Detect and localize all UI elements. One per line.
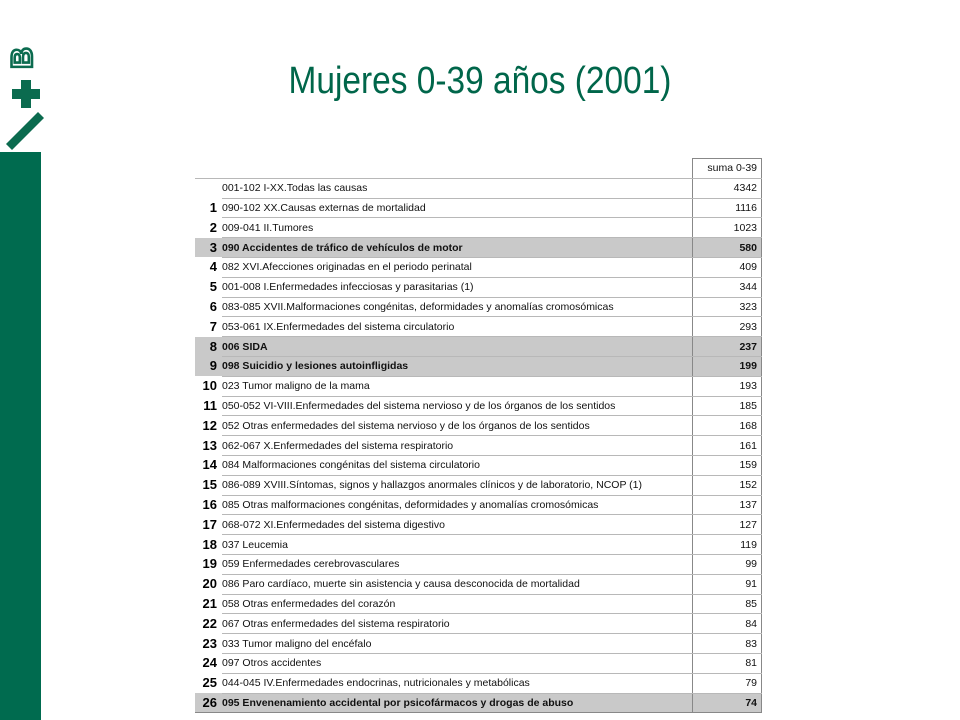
cause-label: 033 Tumor maligno del encéfalo: [222, 634, 693, 654]
table-row: [195, 396, 762, 416]
cause-value: 4342: [693, 178, 762, 198]
rank-number: 1: [209, 199, 217, 215]
cause-value: 99: [693, 554, 762, 574]
table-row: [195, 574, 762, 594]
logo-plus-horizontal: [12, 89, 40, 99]
table-header-row: [195, 159, 762, 179]
table-row: [195, 238, 762, 258]
cause-value: 85: [693, 594, 762, 614]
table-row: [195, 297, 762, 317]
rank-number: 23: [202, 635, 217, 651]
logo-slash: [6, 112, 44, 150]
rank-number: 9: [195, 356, 222, 376]
table-row: [195, 277, 762, 297]
cause-label: 082 XVI.Afecciones originadas en el periodo perinatal: [222, 257, 693, 277]
table-row: [195, 218, 762, 238]
label-cell: [222, 159, 693, 179]
cause-value: 127: [693, 515, 762, 535]
cause-value: 1116: [693, 198, 762, 218]
cause-value: 137: [693, 495, 762, 515]
cause-value: 161: [693, 436, 762, 456]
table-row: [195, 693, 762, 713]
cause-label: 083-085 XVII.Malformaciones congénitas, deformidades y anomalías cromosómicas: [222, 297, 693, 317]
rank-number: 12: [202, 417, 217, 433]
column-header: suma 0-39: [693, 159, 762, 179]
cause-label: 095 Envenenamiento accidental por psicofármacos y drogas de abuso: [222, 693, 693, 713]
cause-label: 084 Malformaciones congénitas del sistema circulatorio: [222, 455, 693, 475]
cause-label: 053-061 IX.Enfermedades del sistema circulatorio: [222, 317, 693, 337]
rank-number: 16: [202, 496, 217, 512]
table-row: [195, 515, 762, 535]
table-row: [195, 634, 762, 654]
cause-label: 001-008 I.Enfermedades infecciosas y parasitarias (1): [222, 277, 693, 297]
rank-number: 19: [202, 556, 217, 572]
cause-label: 058 Otras enfermedades del corazón: [222, 594, 693, 614]
rank-number: 21: [202, 595, 217, 611]
cause-value: 323: [693, 297, 762, 317]
cause-label: 098 Suicidio y lesiones autoinfligidas: [222, 356, 693, 376]
rank-number: 24: [202, 655, 217, 671]
cause-label: 050-052 VI-VIII.Enfermedades del sistema nervioso y de los órganos de los sentidos: [222, 396, 693, 416]
table-row: [195, 436, 762, 456]
rank-number: 5: [209, 279, 217, 295]
cause-label: 062-067 X.Enfermedades del sistema respiratorio: [222, 436, 693, 456]
rank-number: 3: [195, 238, 222, 258]
cause-label: 023 Tumor maligno de la mama: [222, 376, 693, 396]
cause-label: 009-041 II.Tumores: [222, 218, 693, 238]
table-row: [195, 554, 762, 574]
green-sidebar-bar: [0, 152, 41, 720]
cause-label: 037 Leucemia: [222, 535, 693, 555]
cause-value: 237: [693, 337, 762, 357]
rank-number: 25: [202, 675, 217, 691]
cause-value: 74: [693, 693, 762, 713]
table-row: [195, 475, 762, 495]
cause-label: 067 Otras enfermedades del sistema respiratorio: [222, 614, 693, 634]
table-row: [195, 416, 762, 436]
cause-value: 1023: [693, 218, 762, 238]
cause-value: 199: [693, 356, 762, 376]
table-row: [195, 614, 762, 634]
rank-number: 18: [202, 536, 217, 552]
table-row: [195, 317, 762, 337]
page-title: Mujeres 0-39 años (2001): [288, 60, 672, 102]
cause-value: 168: [693, 416, 762, 436]
table-total-row: [195, 178, 762, 198]
rank-number: 10: [202, 378, 217, 394]
cause-value: 159: [693, 455, 762, 475]
cause-label: 068-072 XI.Enfermedades del sistema digestivo: [222, 515, 693, 535]
logo-icon: [4, 40, 48, 152]
mortality-table: [195, 158, 762, 713]
cause-label: 059 Enfermedades cerebrovasculares: [222, 554, 693, 574]
rank-cell: [195, 159, 222, 179]
cause-value: 152: [693, 475, 762, 495]
table-row: [195, 198, 762, 218]
table-row: [195, 594, 762, 614]
cause-value: 119: [693, 535, 762, 555]
rank-number: 20: [202, 576, 217, 592]
rank-number: 4: [209, 259, 217, 275]
rank-number: 26: [195, 693, 222, 713]
cause-label: 052 Otras enfermedades del sistema nervioso y de los órganos de los sentidos: [222, 416, 693, 436]
cause-label: 086-089 XVIII.Síntomas, signos y hallazgos anormales clínicos y de laboratorio, NCOP (1): [222, 475, 693, 495]
rank-number: 15: [202, 477, 217, 493]
table-row: [195, 495, 762, 515]
table-row: [195, 356, 762, 376]
cause-value: 193: [693, 376, 762, 396]
cause-label: 001-102 I-XX.Todas las causas: [222, 178, 693, 198]
cause-label: 044-045 IV.Enfermedades endocrinas, nutricionales y metabólicas: [222, 673, 693, 693]
cause-value: 293: [693, 317, 762, 337]
logo-letter: B: [6, 47, 39, 69]
table-row: [195, 455, 762, 475]
cause-label: 086 Paro cardíaco, muerte sin asistencia y causa desconocida de mortalidad: [222, 574, 693, 594]
cause-value: 580: [693, 238, 762, 258]
rank-number: 2: [209, 219, 217, 235]
rank-number: 7: [209, 318, 217, 334]
table-row: [195, 376, 762, 396]
table-row: [195, 257, 762, 277]
rank-number: 17: [202, 516, 217, 532]
table-row: [195, 535, 762, 555]
cause-value: 185: [693, 396, 762, 416]
rank-number: 11: [203, 397, 217, 413]
rank-number: 22: [202, 615, 217, 631]
rank-number: 6: [209, 298, 217, 314]
cause-label: 006 SIDA: [222, 337, 693, 357]
cause-label: 097 Otros accidentes: [222, 653, 693, 673]
cause-value: 83: [693, 634, 762, 654]
table-row: [195, 673, 762, 693]
cause-value: 81: [693, 653, 762, 673]
cause-label: 085 Otras malformaciones congénitas, deformidades y anomalías cromosómicas: [222, 495, 693, 515]
cause-label: 090 Accidentes de tráfico de vehículos de motor: [222, 238, 693, 258]
cause-value: 91: [693, 574, 762, 594]
cause-value: 344: [693, 277, 762, 297]
table-row: [195, 653, 762, 673]
table-row: [195, 337, 762, 357]
cause-value: 84: [693, 614, 762, 634]
cause-value: 409: [693, 257, 762, 277]
rank-number: 14: [202, 457, 217, 473]
cause-label: 090-102 XX.Causas externas de mortalidad: [222, 198, 693, 218]
cause-value: 79: [693, 673, 762, 693]
rank-number: 8: [195, 337, 222, 357]
rank-cell: [195, 178, 222, 198]
rank-number: 13: [202, 437, 217, 453]
